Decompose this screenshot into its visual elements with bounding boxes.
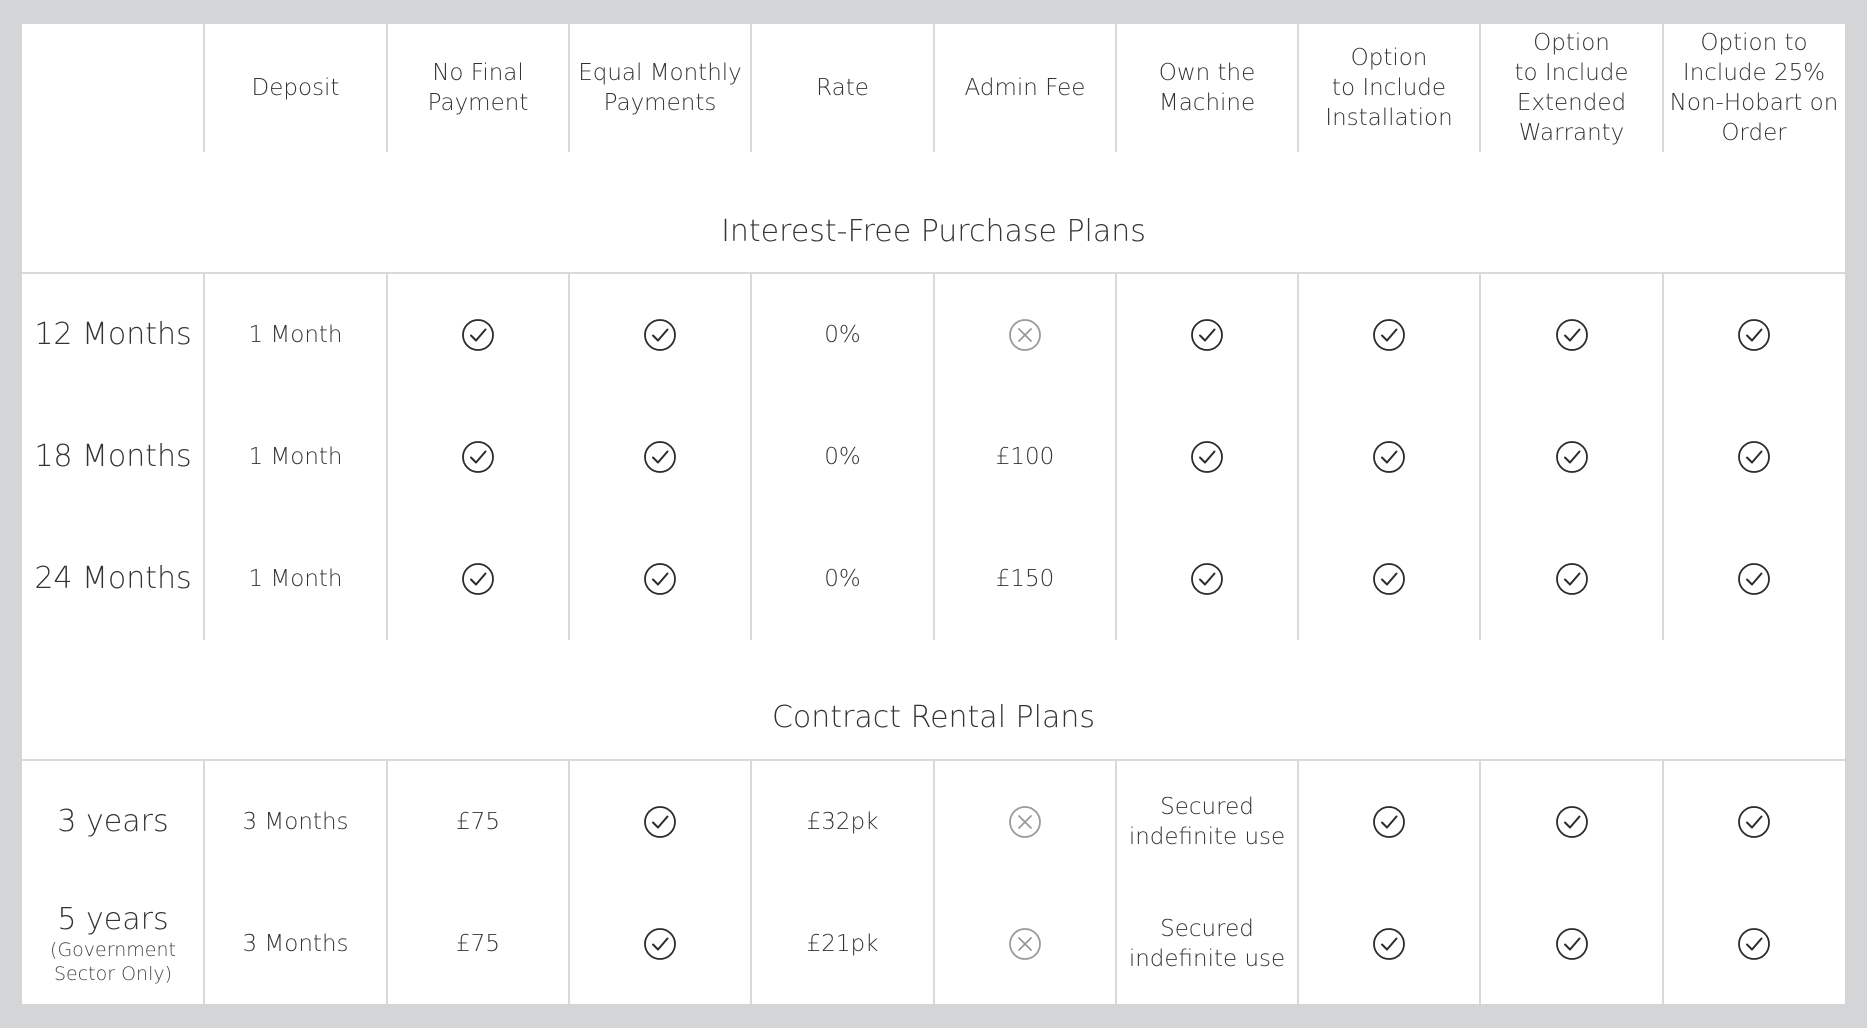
row-label: [22, 761, 204, 883]
column-header-equal_monthly: Equal Monthly Payments: [578, 60, 742, 116]
check-circle-icon: [1190, 318, 1224, 352]
check-circle-icon: [1372, 562, 1406, 596]
cell-value: 1 Month: [248, 322, 343, 348]
table-cell-own: [1116, 518, 1298, 640]
check-circle-icon: [1737, 805, 1771, 839]
table-cell-admin_fee: [934, 883, 1116, 1004]
table-cell-rate: [751, 274, 934, 396]
cell-value: £21pk: [806, 930, 879, 957]
plan-term: 24 Months: [34, 561, 192, 596]
plan-term: 18 Months: [34, 439, 192, 474]
check-circle-icon: [1372, 927, 1406, 961]
table-cell-non_hobart: [1663, 883, 1845, 1004]
check-circle-icon: [643, 805, 677, 839]
column-header-own: Own the Machine: [1158, 60, 1256, 116]
column-header-plan: [22, 24, 204, 152]
table-cell-deposit: [204, 274, 387, 396]
table-cell-non_hobart: [1663, 396, 1845, 518]
table-cell-equal_monthly: [569, 396, 751, 518]
table-cell-rate: [751, 396, 934, 518]
cross-circle-icon: [1008, 805, 1042, 839]
check-circle-icon: [1555, 318, 1589, 352]
column-header-installation: Option to Include Installation: [1325, 45, 1453, 131]
table-cell-warranty: [1480, 518, 1663, 640]
table-cell-rate: [751, 883, 934, 1004]
check-circle-icon: [1372, 318, 1406, 352]
plan-term: 12 Months: [34, 317, 192, 352]
plan-term: 3 years: [57, 804, 169, 839]
table-cell-installation: [1298, 883, 1480, 1004]
plans-comparison-table: [22, 24, 1845, 1004]
table-cell-no_final: [387, 274, 569, 396]
table-cell-rate: [751, 761, 934, 883]
check-circle-icon: [1737, 440, 1771, 474]
table-cell-warranty: [1480, 274, 1663, 396]
table-cell-admin_fee: [934, 518, 1116, 640]
table-cell-deposit: [204, 761, 387, 883]
check-circle-icon: [1372, 440, 1406, 474]
table-cell-installation: [1298, 761, 1480, 883]
cell-value: £100: [995, 444, 1055, 470]
section-title: Contract Rental Plans: [771, 700, 1096, 735]
plan-note: (Government Sector Only): [50, 938, 176, 985]
cell-value: 0%: [824, 566, 861, 592]
cell-value: £75: [456, 809, 500, 835]
table-cell-no_final: [387, 883, 569, 1004]
table-cell-installation: [1298, 274, 1480, 396]
section-title: Interest-Free Purchase Plans: [721, 214, 1146, 249]
column-header-warranty: Option to Include Extended Warranty: [1514, 30, 1629, 146]
plan-term: 5 years: [57, 901, 169, 937]
check-circle-icon: [1737, 927, 1771, 961]
check-circle-icon: [643, 318, 677, 352]
table-cell-own: [1116, 883, 1298, 1004]
table-cell-no_final: [387, 518, 569, 640]
table-cell-own: [1116, 274, 1298, 396]
table-cell-equal_monthly: [569, 274, 751, 396]
table-cell-warranty: [1480, 396, 1663, 518]
row-label: [22, 396, 204, 518]
column-header-no_final: No Final Payment: [427, 60, 529, 116]
table-cell-admin_fee: [934, 396, 1116, 518]
row-label: [22, 883, 204, 1004]
cell-value: £150: [995, 566, 1055, 592]
check-circle-icon: [461, 318, 495, 352]
table-cell-non_hobart: [1663, 274, 1845, 396]
check-circle-icon: [1190, 562, 1224, 596]
cell-value: 1 Month: [248, 444, 343, 470]
table-cell-installation: [1298, 518, 1480, 640]
cell-value: 0%: [824, 444, 861, 470]
cross-circle-icon: [1008, 927, 1042, 961]
table-cell-own: [1116, 396, 1298, 518]
check-circle-icon: [1555, 927, 1589, 961]
column-header-non_hobart: Option to Include 25% Non-Hobart on Order: [1669, 30, 1839, 146]
check-circle-icon: [461, 440, 495, 474]
check-circle-icon: [1555, 440, 1589, 474]
table-cell-warranty: [1480, 883, 1663, 1004]
cross-circle-icon: [1008, 318, 1042, 352]
table-cell-equal_monthly: [569, 761, 751, 883]
cell-value: 0%: [824, 322, 861, 348]
table-cell-equal_monthly: [569, 883, 751, 1004]
table-cell-deposit: [204, 883, 387, 1004]
cell-value: £75: [456, 930, 500, 957]
check-circle-icon: [643, 562, 677, 596]
table-cell-non_hobart: [1663, 761, 1845, 883]
cell-value: 3 Months: [242, 930, 349, 957]
cell-value: £32pk: [806, 809, 879, 835]
table-cell-non_hobart: [1663, 518, 1845, 640]
table-cell-own: [1116, 761, 1298, 883]
column-header-admin_fee: Admin Fee: [964, 75, 1086, 101]
check-circle-icon: [1737, 318, 1771, 352]
check-circle-icon: [643, 440, 677, 474]
table-cell-no_final: [387, 761, 569, 883]
cell-value: Secured indefinite use: [1128, 794, 1286, 850]
cell-value: 1 Month: [248, 566, 343, 592]
check-circle-icon: [1555, 562, 1589, 596]
table-cell-equal_monthly: [569, 518, 751, 640]
table-cell-warranty: [1480, 761, 1663, 883]
row-label: [22, 518, 204, 640]
table-cell-admin_fee: [934, 274, 1116, 396]
check-circle-icon: [643, 927, 677, 961]
table-cell-installation: [1298, 396, 1480, 518]
check-circle-icon: [1737, 562, 1771, 596]
table-cell-no_final: [387, 396, 569, 518]
check-circle-icon: [461, 562, 495, 596]
check-circle-icon: [1372, 805, 1406, 839]
cell-value: Secured indefinite use: [1128, 915, 1286, 972]
table-cell-deposit: [204, 396, 387, 518]
row-label: [22, 274, 204, 396]
check-circle-icon: [1555, 805, 1589, 839]
check-circle-icon: [1190, 440, 1224, 474]
column-header-rate: Rate: [816, 75, 869, 101]
column-header-deposit: Deposit: [251, 75, 340, 101]
table-cell-rate: [751, 518, 934, 640]
table-cell-admin_fee: [934, 761, 1116, 883]
cell-value: 3 Months: [242, 809, 349, 835]
table-cell-deposit: [204, 518, 387, 640]
